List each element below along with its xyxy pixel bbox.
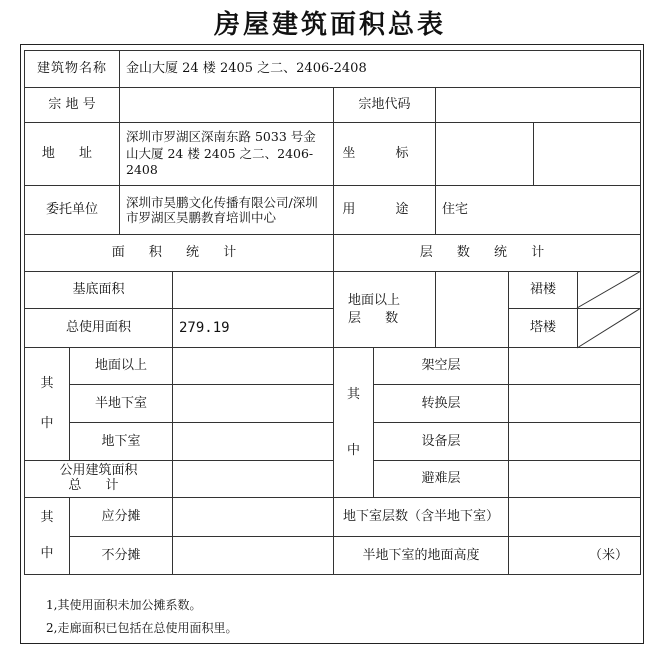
- area-basement-label: 地下室: [69, 422, 173, 461]
- tower-label: 塔楼: [508, 308, 578, 348]
- area-of-which-char2: 中: [40, 416, 54, 431]
- stilt-floor-label: 架空层: [373, 347, 509, 385]
- floor-stats-header: 层 数 统 计: [333, 234, 641, 272]
- share-of-which-char1: 其: [40, 510, 54, 526]
- refuge-floor-label: 避难层: [373, 460, 509, 498]
- building-name-value: 金山大厦 24 楼 2405 之二、2406-2408: [119, 50, 641, 88]
- parcel-number-label: 宗 地 号: [24, 87, 120, 123]
- to-share-label: 应分摊: [69, 497, 173, 537]
- public-area-line2: 总 计: [68, 478, 129, 493]
- share-of-which-char2: 中: [40, 546, 54, 561]
- not-share-label: 不分摊: [69, 536, 173, 575]
- above-ground-floors-line2: 层 数: [348, 310, 409, 326]
- address-label: 地 址: [24, 122, 120, 186]
- transfer-floor-label: 转换层: [373, 384, 509, 423]
- floor-of-which-char2: 中: [346, 442, 360, 458]
- footnote-1: 1,其使用面积未加公摊系数。: [46, 598, 202, 612]
- height-unit: （米）: [588, 547, 628, 563]
- podium-label: 裙楼: [508, 271, 578, 309]
- basement-floors-label: 地下室层数（含半地下室）: [333, 497, 509, 537]
- area-stats-header: 面 积 统 计: [24, 234, 334, 272]
- coordinates-label: 坐 标: [333, 122, 436, 186]
- footnotes: [46, 594, 237, 640]
- base-area-label: 基底面积: [24, 271, 173, 309]
- usage-label: 用 途: [333, 185, 436, 235]
- area-above-ground-label: 地面以上: [69, 347, 173, 385]
- total-use-area-label: 总使用面积: [24, 308, 173, 348]
- above-ground-floors-line1: 地面以上: [348, 292, 401, 308]
- footnote-2: 2,走廊面积已包括在总使用面积里。: [46, 621, 238, 635]
- client-value: 深圳市昊鹏文化传播有限公司/深圳市罗湖区昊鹏教育培训中心: [119, 185, 334, 235]
- area-semi-basement-label: 半地下室: [69, 384, 173, 423]
- page-title: 房屋建筑面积总表: [213, 10, 446, 40]
- semi-basement-height-label: 半地下室的地面高度: [333, 536, 509, 575]
- address-value: 深圳市罗湖区深南东路 5033 号金山大厦 24 楼 2405 之二、2406-2408: [119, 122, 334, 186]
- total-use-area-value: 279.19: [172, 308, 334, 348]
- usage-value: 住宅: [435, 185, 641, 235]
- equipment-floor-label: 设备层: [373, 422, 509, 461]
- public-area-line1: 公用建筑面积: [59, 463, 138, 479]
- building-name-label: 建筑物名称: [24, 50, 120, 88]
- client-label: 委托单位: [24, 185, 120, 235]
- parcel-code-label: 宗地代码: [333, 87, 436, 123]
- area-of-which-char1: 其: [40, 376, 54, 392]
- floor-of-which-char1: 其: [346, 386, 360, 402]
